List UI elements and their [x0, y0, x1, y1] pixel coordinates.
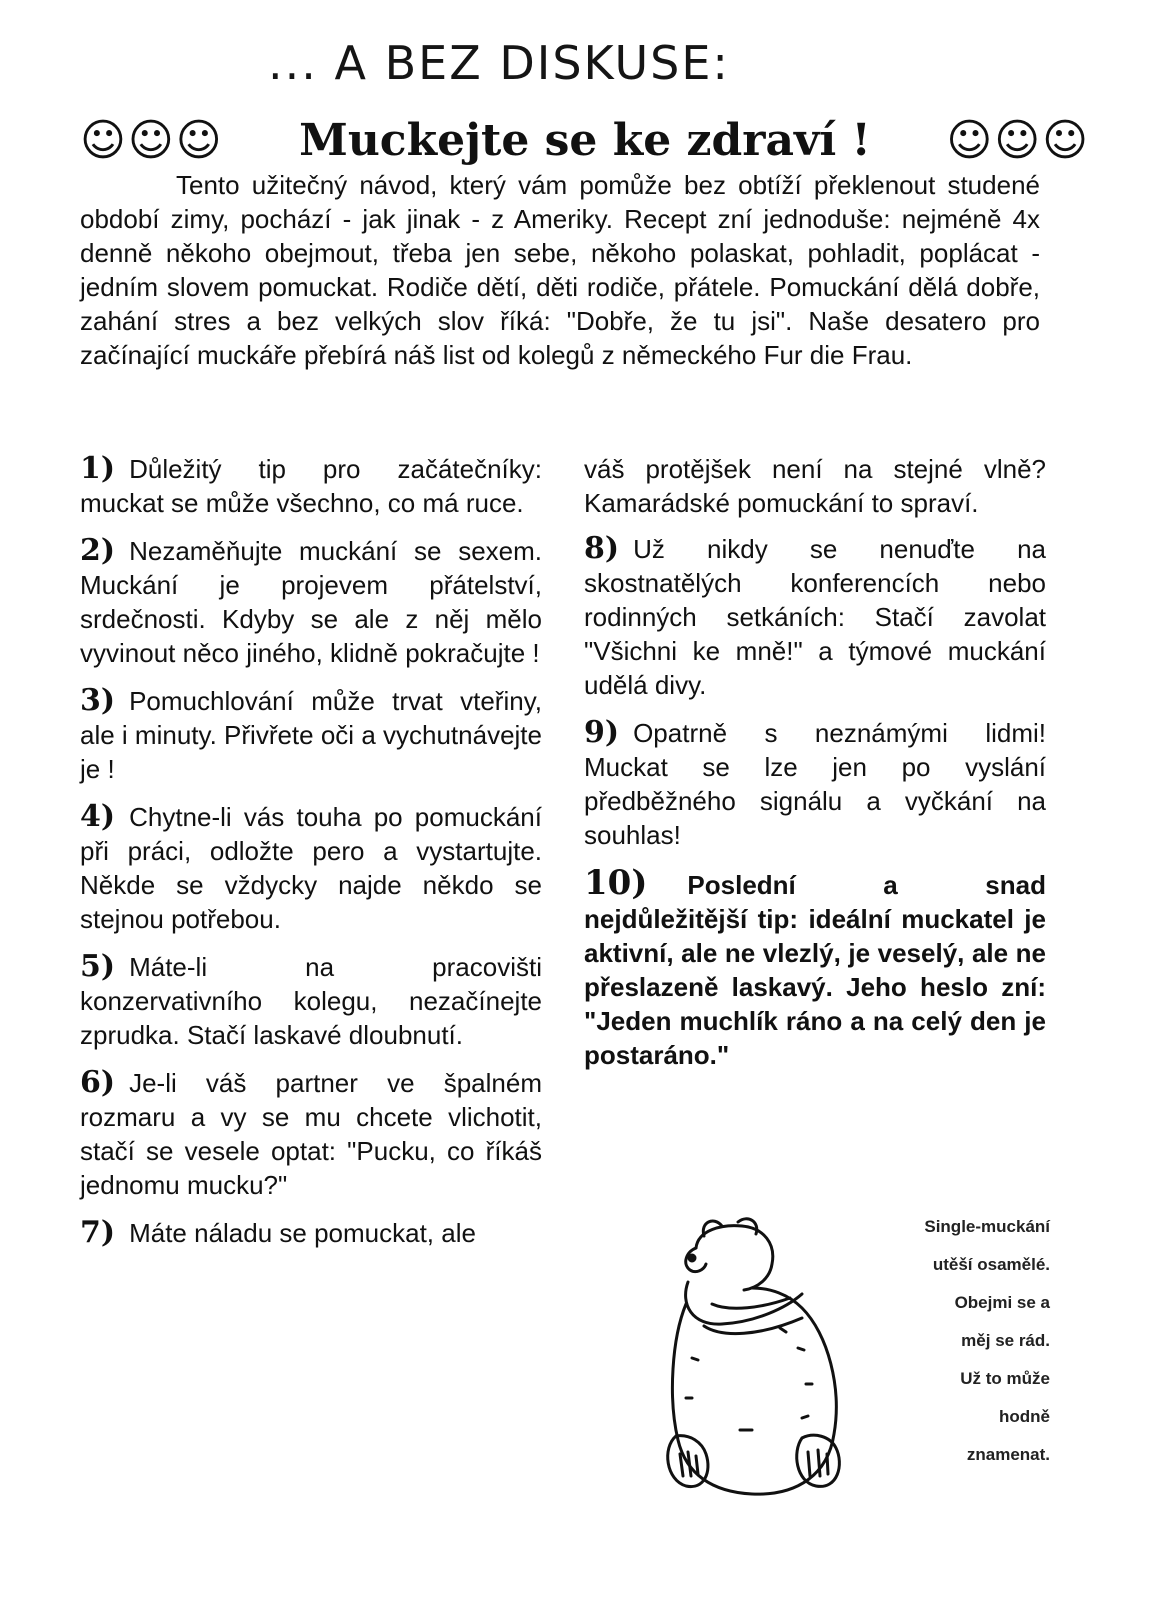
illustration-caption: [850, 1208, 1050, 1474]
tip-number: 4): [80, 799, 116, 834]
caption-line: Obejmi se a: [954, 1293, 1050, 1312]
tip-number: 3): [80, 683, 116, 718]
left-column: [80, 452, 542, 1264]
tip-text: Důležitý tip pro začátečníky: muckat se může všechno, co má ruce.: [80, 454, 542, 518]
tip-number: 5): [80, 949, 116, 984]
title-row: [80, 108, 1090, 172]
tip-number: 2): [80, 533, 116, 568]
caption-line: utěší osamělé.: [932, 1255, 1050, 1274]
tip-text: Je-li váš partner ve špalném rozmaru a vy se mu chcete vlichotit, stačí se vesele optat: "Pucku, co říkáš jednomu mucku?": [80, 1068, 542, 1200]
section-kicker: ... A BEZ DISKUSE:: [268, 36, 730, 90]
right-column: [584, 452, 1046, 1086]
tip-text: Už nikdy se nenuďte na skostnatělých konferencích nebo rodinných setkáních: Stačí zavolat "Všichni ke mně!" a týmové muckání udělá divy.: [584, 534, 1046, 700]
tip-10: [584, 863, 1046, 1072]
tip-text: Pomuchlování může trvat vteřiny, ale i minuty. Přivřete oči a vychutnávejte je !: [80, 686, 542, 784]
tip-number: 9): [584, 715, 620, 750]
tip-text: Nezaměňujte muckání se sexem. Muckání je projevem přátelství, srdečnosti. Kdyby se ale z něj mělo vyvinout něco jiného, klidně pokračujte !: [80, 536, 542, 668]
caption-line: měj se rád.: [961, 1331, 1050, 1350]
tip-9: [584, 716, 1046, 852]
tip-text: Poslední a snad nejdůležitější tip: ideální muckatel je aktivní, ale ne vlezlý, je veselý, ale ne přeslazeně laskavý. Jeho heslo zní: "Jeden muchlík ráno a na celý den je postaráno.": [584, 870, 1046, 1070]
tip-4: [80, 800, 542, 936]
tip-7-continued: váš protějšek není na stejné vlně? Kamarádské pomuckání to spraví.: [584, 454, 1046, 518]
smiley-icons-right: ☺☺☺: [946, 114, 1090, 166]
tip-text: Máte-li na pracovišti konzervativního kolegu, nezačínejte zprudka. Stačí laskavé dloubnutí.: [80, 952, 542, 1050]
tip-number: 8): [584, 531, 620, 566]
tip-text: Máte náladu se pomuckat, ale: [129, 1218, 476, 1248]
caption-line: hodně: [999, 1407, 1050, 1426]
tip-text: Chytne-li vás touha po pomuckání při práci, odložte pero a vystartujte. Někde se vždycky najde někdo se stejnou potřebou.: [80, 802, 542, 934]
tip-2: [80, 534, 542, 670]
caption-line: Single-muckání: [924, 1217, 1050, 1236]
hugging-bear-illustration: [652, 1208, 872, 1508]
tip-1: [80, 452, 542, 520]
intro-paragraph: Tento užitečný návod, který vám pomůže bez obtíží překlenout studené období zimy, pochází - jak jinak - z Ameriky. Recept zní jednoduše: nejméně 4x denně někoho obejmout, třeba jen sebe, někoho polaskat, pohladit, poplácat - jedním slovem pomuckat. Rodiče dětí, děti rodiče, přátele. Pomuckání dělá dobře, zahání stres a bez velkých slov říká: "Dobře, že tu jsi". Naše desatero pro začínající muckáře přebírá náš list od kolegů z německého Fur die Frau.: [80, 170, 1040, 370]
article-title: Muckejte se ke zdraví !: [299, 114, 871, 166]
tip-number: 1): [80, 451, 116, 486]
caption-line: Už to může: [960, 1369, 1050, 1388]
tip-number: 10): [584, 863, 648, 903]
caption-line: znamenat.: [966, 1445, 1050, 1464]
tip-number: 7): [80, 1215, 116, 1250]
tip-text: Opatrně s neznámými lidmi! Muckat se lze jen po vyslání předběžného signálu a vyčkání na souhlas!: [584, 718, 1046, 850]
tip-8: [584, 532, 1046, 702]
tip-5: [80, 950, 542, 1052]
tip-6: [80, 1066, 542, 1202]
tip-3: [80, 684, 542, 786]
smiley-icons-left: ☺☺☺: [80, 114, 224, 166]
tip-7: [80, 1216, 542, 1250]
tip-number: 6): [80, 1065, 116, 1100]
